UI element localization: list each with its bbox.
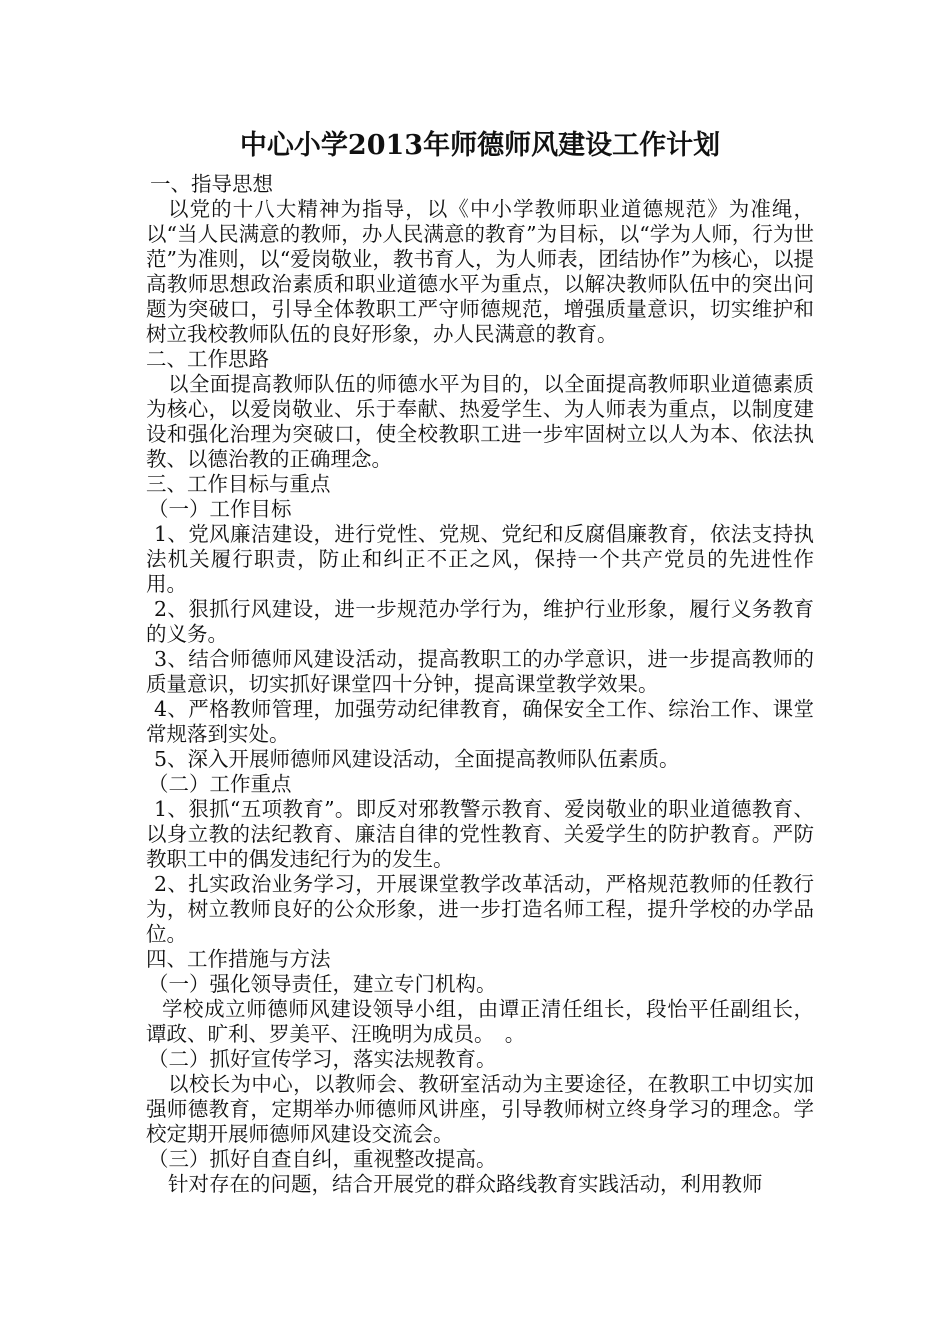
subheading-work-focus: （二）工作重点 <box>148 772 292 796</box>
subheading-measure-2: （二）抓好宣传学习，落实法规教育。 <box>148 1047 497 1071</box>
section-heading-goals-and-focus: 三、工作目标与重点 <box>146 472 331 496</box>
list-item-goal-3: 3、结合师德师风建设活动，提高教职工的办学意识，进一步提高教师的质量意识，切实抓好课堂四十分钟，提高课堂教学效果。 <box>146 647 814 696</box>
paragraph-work-approach: 以全面提高教师队伍的师德水平为目的，以全面提高教师职业道德素质为核心，以爱岗敬业、乐于奉献、热爱学生、为人师表为重点，以制度建设和强化治理为突破口，使全校教职工进一步牢固树立以人为本、依法执教、以德治教的正确理念。 <box>146 372 814 471</box>
subheading-work-goals: （一）工作目标 <box>148 497 292 521</box>
document-body <box>146 126 814 1197</box>
section-heading-work-approach: 二、工作思路 <box>146 347 269 371</box>
section-heading-measures: 四、工作措施与方法 <box>146 947 331 971</box>
paragraph-measure-2: 以校长为中心，以教师会、教研室活动为主要途径，在教职工中切实加强师德教育，定期举办师德师风讲座，引导教师树立终身学习的理念。学校定期开展师德师风建设交流会。 <box>146 1072 814 1146</box>
list-item-goal-5: 5、深入开展师德师风建设活动，全面提高教师队伍素质。 <box>154 747 680 771</box>
list-item-focus-2: 2、扎实政治业务学习，开展课堂教学改革活动，严格规范教师的任教行为，树立教师良好的公众形象，进一步打造名师工程，提升学校的办学品位。 <box>146 872 814 946</box>
document-title: 中心小学2013年师德师风建设工作计划 <box>239 130 721 161</box>
section-heading-guiding-thought: 一、指导思想 <box>150 172 273 196</box>
subheading-measure-3: （三）抓好自查自纠，重视整改提高。 <box>148 1147 497 1171</box>
paragraph-guiding-thought: 以党的十八大精神为指导，以《中小学教师职业道德规范》为准绳，以“当人民满意的教师，办人民满意的教育”为目标，以“学为人师，行为世范”为准则，以“爱岗敬业，教书育人，为人师表，团结协作”为核心，以提高教师思想政治素质和职业道德水平为重点，以解决教师队伍中的突出问题为突破口，引导全体教职工严守师德规范，增强质量意识，切实维护和树立我校教师队伍的良好形象，办人民满意的教育。 <box>146 197 814 346</box>
list-item-goal-2: 2、狠抓行风建设，进一步规范办学行为，维护行业形象，履行义务教育的义务。 <box>146 597 814 646</box>
list-item-goal-4: 4、严格教师管理，加强劳动纪律教育，确保安全工作、综治工作、课堂常规落到实处。 <box>146 697 814 746</box>
subheading-measure-1: （一）强化领导责任，建立专门机构。 <box>148 972 497 996</box>
list-item-focus-1: 1、狠抓“五项教育”。即反对邪教警示教育、爱岗敬业的职业道德教育、以身立教的法纪教育、廉洁自律的党性教育、关爱学生的防护教育。严防教职工中的偶发违纪行为的发生。 <box>146 797 814 871</box>
paragraph-measure-1: 学校成立师德师风建设领导小组，由谭正清任组长，段怡平任副组长，谭政、旷利、罗美平、汪晚明为成员。 。 <box>146 997 814 1046</box>
paragraph-measure-3: 针对存在的问题，结合开展党的群众路线教育实践活动，利用教师 <box>168 1172 763 1196</box>
list-item-goal-1: 1、党风廉洁建设，进行党性、党规、党纪和反腐倡廉教育，依法支持执法机关履行职责，防止和纠正不正之风，保持一个共产党员的先进性作用。 <box>146 522 814 596</box>
